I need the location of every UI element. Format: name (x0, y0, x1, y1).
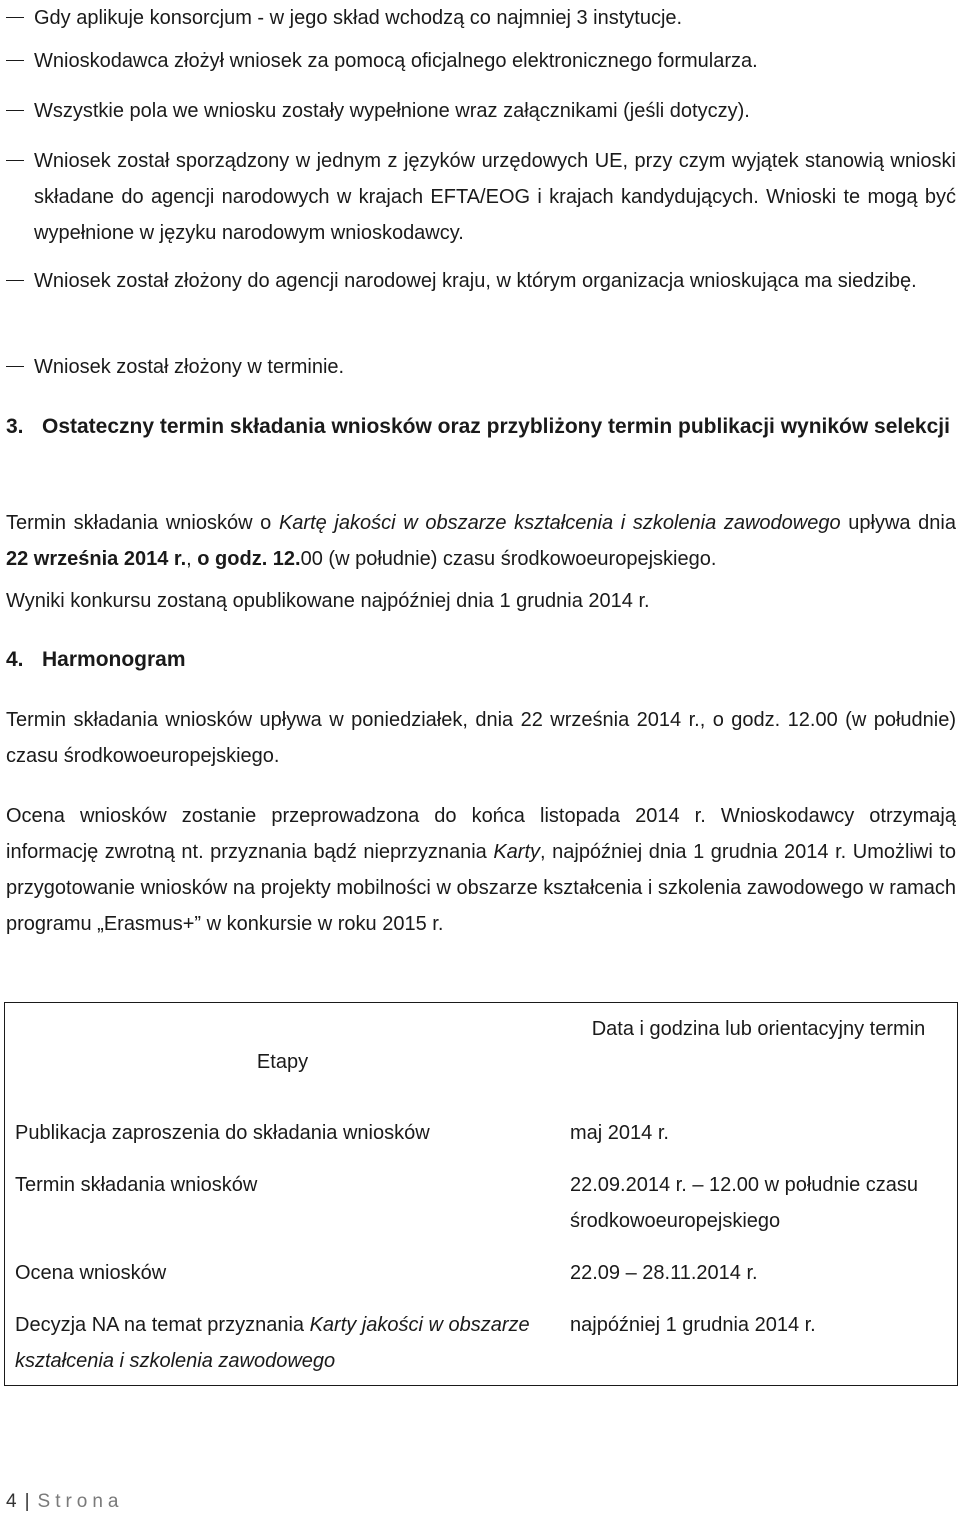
text-run: 00 (w południe) czasu środkowoeuropejskiego. (300, 548, 717, 570)
table-row (5, 1167, 958, 1255)
footer-separator: | (24, 1491, 30, 1512)
deadline-paragraph (6, 505, 956, 577)
table-row (5, 1307, 958, 1385)
page-number: 4 (6, 1491, 17, 1512)
list-item-text: Wniosek został złożony w terminie. (34, 356, 345, 378)
page-footer (6, 1484, 124, 1520)
text-run: upływa dnia (840, 512, 956, 534)
section-title: Ostateczny termin składania wniosków oraz przybliżony termin publikacji wyników selekcji (42, 415, 950, 438)
text-run: Wyniki konkursu zostaną opublikowane najpóźniej dnia 1 grudnia 2014 r. (6, 590, 650, 612)
text-run: Ocena wniosków zostanie przeprowadzona do końca listopada 2014 r. Wnioskodawcy otrzymają informację zwrotną nt. przyznania bądź nieprzyznania (6, 805, 956, 863)
stage-cell: Termin składania wniosków (15, 1174, 258, 1196)
deadline-date-bold: 22 września 2014 r. (6, 548, 187, 570)
date-cell: 22.09 – 28.11.2014 r. (570, 1262, 758, 1284)
table-header-row (5, 1003, 958, 1116)
header-cell-date: Data i godzina lub orientacyjny termin (591, 1018, 926, 1040)
section-number: 4. (6, 648, 24, 671)
list-item-text: Gdy aplikuje konsorcjum - w jego skład wchodzą co najmniej 3 instytucje. (34, 7, 683, 29)
page-label: Strona (37, 1491, 124, 1512)
stage-cell: Publikacja zaproszenia do składania wniosków (15, 1122, 430, 1144)
text-run: Termin składania wniosków o (6, 512, 279, 534)
table-row (5, 1115, 958, 1167)
list-item (6, 0, 956, 36)
header-cell-stages: Etapy (256, 1051, 309, 1073)
section-4-heading (6, 642, 956, 678)
date-cell: najpóźniej 1 grudnia 2014 r. (570, 1314, 816, 1336)
deadline-time-bold: o godz. 12. (197, 548, 301, 570)
list-item-text: Wniosek został sporządzony w jednym z języków urzędowych UE, przy czym wyjątek stanowią wnioski składane do agencji narodowych w krajach EFTA/EOG i krajach kandydujących. Wnioski te mogą być wypełnione w języku narodowym wnioskodawcy. (34, 150, 956, 244)
card-quality-italic: Karty jakości w obszarze kształcenia i szkolenia zawodowego (15, 1314, 530, 1372)
schedule-table (4, 1002, 958, 1386)
section-number: 3. (6, 415, 24, 438)
date-cell: 22.09.2014 r. – 12.00 w południe czasu środkowoeuropejskiego (570, 1174, 919, 1232)
list-item (6, 93, 956, 129)
schedule-paragraph-1 (6, 702, 956, 774)
list-item-text: Wnioskodawca złożył wniosek za pomocą oficjalnego elektronicznego formularza. (34, 50, 758, 72)
card-italic: Karty (493, 841, 541, 863)
list-item (6, 43, 956, 79)
card-name-italic: Kartę jakości w obszarze kształcenia i szkolenia zawodowego (278, 512, 841, 534)
schedule-paragraph-2 (6, 798, 956, 942)
list-item-text: Wniosek został złożony do agencji narodowej kraju, w którym organizacja wnioskująca ma siedzibę. (34, 270, 917, 292)
list-item (6, 349, 956, 385)
stage-cell (5, 1307, 561, 1385)
stage-cell: Ocena wniosków (15, 1262, 167, 1284)
text-run: Termin składania wniosków upływa w poniedziałek, dnia 22 września 2014 r., o godz. 12.00 (w południe) czasu środkowoeuropejskiego. (6, 709, 956, 767)
list-item (6, 263, 956, 299)
section-title: Harmonogram (42, 648, 186, 671)
section-3-heading (6, 409, 956, 445)
text-run: , najpóźniej dnia 1 grudnia 2014 r. Umożliwi to przygotowanie wniosków na projekty mobilności w obszarze kształcenia i szkolenia zawodowego w ramach programu „Erasmus+” w konkursie w roku 2015 r. (6, 841, 956, 935)
date-cell: maj 2014 r. (570, 1122, 669, 1144)
table-row (5, 1255, 958, 1307)
results-paragraph (6, 583, 956, 619)
text-run: , (186, 548, 198, 570)
text-run: Decyzja NA na temat przyznania (15, 1314, 310, 1336)
list-item-text: Wszystkie pola we wniosku zostały wypełnione wraz załącznikami (jeśli dotyczy). (34, 100, 750, 122)
list-item (6, 143, 956, 251)
